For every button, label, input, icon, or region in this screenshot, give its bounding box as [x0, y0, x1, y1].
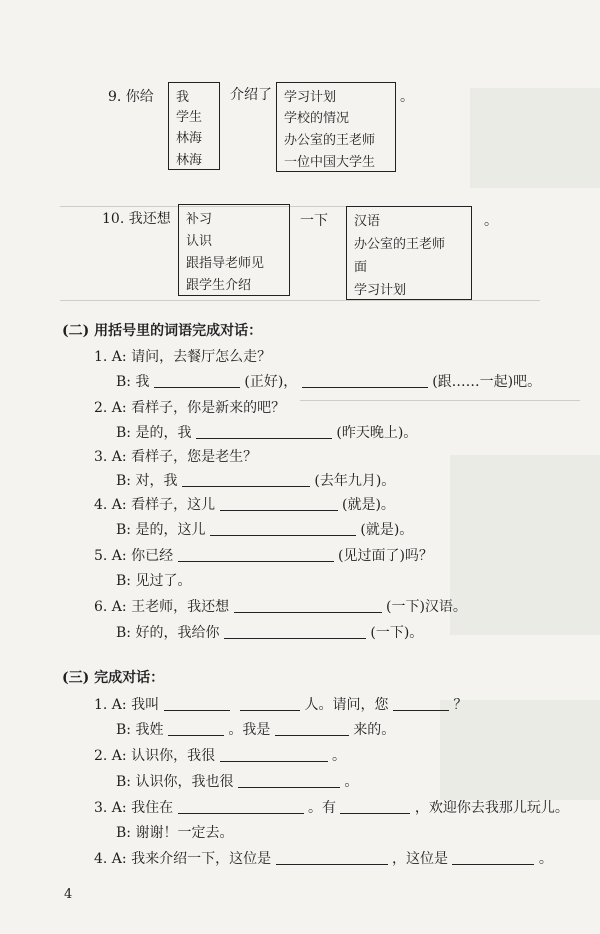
bleed-line-3: [300, 400, 580, 401]
s2-q4-b-end: (就是)。: [360, 522, 414, 538]
page-number: 4: [64, 887, 73, 902]
s3-q1-a-end: ？: [453, 697, 468, 713]
s2-q4-a-end: (就是)。: [342, 497, 395, 513]
q9-box2-line: 一位中国大学生: [284, 155, 376, 170]
bleed-through-right-mid: [450, 455, 600, 635]
q10-box1-line: 跟学生介绍: [186, 278, 252, 293]
s3-q2-a-end: 。: [332, 748, 346, 764]
s2-q3-b-end: (去年九月)。: [314, 473, 396, 489]
s3-q3-b: B: 谢谢！一定去。: [116, 825, 234, 841]
s3-q1-blank-4[interactable]: [168, 721, 224, 736]
s2-q2-b: [116, 422, 417, 442]
q10-number: 10. 我还想: [102, 211, 171, 227]
q9-box2-line: 学校的情况: [284, 111, 350, 126]
s3-q4-a: [94, 848, 553, 868]
s3-q2-blank-b[interactable]: [238, 773, 340, 788]
s2-q6-a: [94, 596, 467, 616]
q10-box2-line: 汉语: [354, 214, 381, 229]
q10-end: 。: [484, 213, 498, 229]
s3-q1-blank-5[interactable]: [275, 721, 349, 736]
s3-q4-blank-1[interactable]: [276, 850, 388, 865]
s3-q1-blank-2[interactable]: [240, 696, 300, 711]
s2-q4-a-lead: 4. A: 看样子，这儿: [94, 497, 216, 513]
s3-q1-a: [94, 694, 467, 714]
s2-q2-b-lead: B: 是的，我: [116, 425, 192, 441]
s2-q5-a: [94, 545, 433, 565]
section2-heading: (二) 用括号里的词语完成对话：: [62, 323, 263, 339]
s2-q1-blank-2[interactable]: [302, 373, 428, 388]
s2-q5-blank[interactable]: [178, 547, 334, 562]
q9-box1-line: 林海: [176, 131, 203, 146]
s2-q6-a-lead: 6. A: 王老师，我还想: [94, 599, 230, 615]
q10-box2-line: 学习计划: [354, 283, 407, 298]
s2-q1-b-lead: B: 我: [116, 374, 150, 390]
s2-q1-b-mid: (正好)，: [244, 374, 298, 390]
q10-box1-line: 认识: [186, 234, 213, 249]
s2-q4-b-lead: B: 是的，这儿: [116, 522, 206, 538]
s3-q1-b-end: 来的。: [353, 722, 396, 738]
s3-q1-b-mid: 。我是: [228, 722, 271, 738]
s3-q1-b-lead: B: 我姓: [116, 722, 164, 738]
q10-box2-line: 面: [354, 260, 368, 275]
q9-middle-text: 介绍了: [230, 87, 272, 103]
s2-q1-blank-1[interactable]: [154, 373, 240, 388]
s2-q4-blank-a[interactable]: [220, 496, 338, 511]
q10-word-box-2: [346, 206, 472, 300]
s3-q3-a-lead: 3. A: 我住在: [94, 800, 174, 816]
s2-q6-b-lead: B: 好的，我给你: [116, 625, 220, 641]
s3-q2-b-end: 。: [344, 774, 359, 790]
bleed-line-2: [60, 300, 540, 301]
s2-q6-b: [116, 622, 423, 642]
q9-number: 9. 你给: [108, 89, 154, 105]
s3-q3-blank-2[interactable]: [340, 799, 410, 814]
s3-q4-a-end: 。: [538, 851, 553, 867]
s2-q3-b: [116, 470, 395, 490]
s3-q3-blank-1[interactable]: [178, 799, 304, 814]
s3-q2-blank-a[interactable]: [220, 747, 328, 762]
section3-heading: (三) 完成对话：: [62, 670, 165, 686]
s2-q5-b: B: 见过了。: [116, 573, 192, 589]
s2-q2-blank[interactable]: [196, 424, 332, 439]
s3-q3-a: [94, 797, 569, 817]
s2-q6-blank-a[interactable]: [234, 598, 382, 613]
s3-q2-b-lead: B: 认识你，我也很: [116, 774, 234, 790]
s3-q1-b: [116, 719, 395, 739]
s3-q1-a-mid: 人。请问，您: [304, 697, 389, 713]
q10-box1-line: 补习: [186, 212, 213, 227]
s2-q3-a: 3. A: 看样子，您是老生？: [94, 449, 258, 465]
q9-box2-line: 学习计划: [284, 90, 337, 105]
s3-q4-a-lead: 4. A: 我来介绍一下，这位是: [94, 851, 272, 867]
s2-q1-a: 1. A: 请问，去餐厅怎么走？: [94, 349, 272, 365]
s3-q2-b: [116, 771, 358, 791]
bleed-through-right-top: [470, 88, 600, 188]
s2-q4-a: [94, 494, 395, 514]
s3-q2-a-lead: 2. A: 认识你，我很: [94, 748, 216, 764]
q9-word-box-2: [276, 82, 396, 172]
q9-word-box-1: [168, 82, 220, 170]
s2-q5-a-end: (见过面了)吗？: [338, 548, 433, 564]
s2-q4-blank-b[interactable]: [210, 521, 356, 536]
s2-q3-blank[interactable]: [182, 472, 310, 487]
q10-word-box-1: [178, 204, 290, 296]
q10-middle-text: 一下: [300, 213, 328, 229]
s2-q3-b-lead: B: 对，我: [116, 473, 178, 489]
q9-box1-line: 林海: [176, 153, 203, 168]
s3-q1-blank-3[interactable]: [393, 696, 449, 711]
q10-box2-line: 办公室的王老师: [354, 237, 446, 252]
q9-box1-line: 学生: [176, 110, 203, 125]
s2-q6-blank-b[interactable]: [224, 624, 366, 639]
q9-box1-line: 我: [176, 90, 190, 105]
s2-q2-a: 2. A: 看样子，你是新来的吧？: [94, 400, 286, 416]
s2-q1-b-end: (跟……一起)吧。: [432, 374, 542, 390]
s2-q6-b-end: (一下)。: [370, 625, 424, 641]
s3-q1-a-lead: 1. A: 我叫: [94, 697, 160, 713]
s2-q5-a-lead: 5. A: 你已经: [94, 548, 174, 564]
q9-box2-line: 办公室的王老师: [284, 133, 376, 148]
s2-q4-b: [116, 519, 413, 539]
s3-q4-a-mid: ，这位是: [392, 851, 448, 867]
s3-q1-blank-1[interactable]: [164, 696, 230, 711]
bleed-through-right-low: [440, 700, 600, 800]
s3-q2-a: [94, 745, 346, 765]
s3-q3-a-end: ，欢迎你去我那儿玩儿。: [414, 800, 569, 816]
s2-q1-b: [116, 371, 541, 391]
s2-q2-b-end: (昨天晚上)。: [336, 425, 418, 441]
s2-q6-a-end: (一下)汉语。: [386, 599, 467, 615]
q9-end: 。: [400, 89, 414, 105]
s3-q4-blank-2[interactable]: [452, 850, 534, 865]
q10-box1-line: 跟指导老师见: [186, 256, 265, 271]
s3-q3-a-mid: 。有: [308, 800, 336, 816]
